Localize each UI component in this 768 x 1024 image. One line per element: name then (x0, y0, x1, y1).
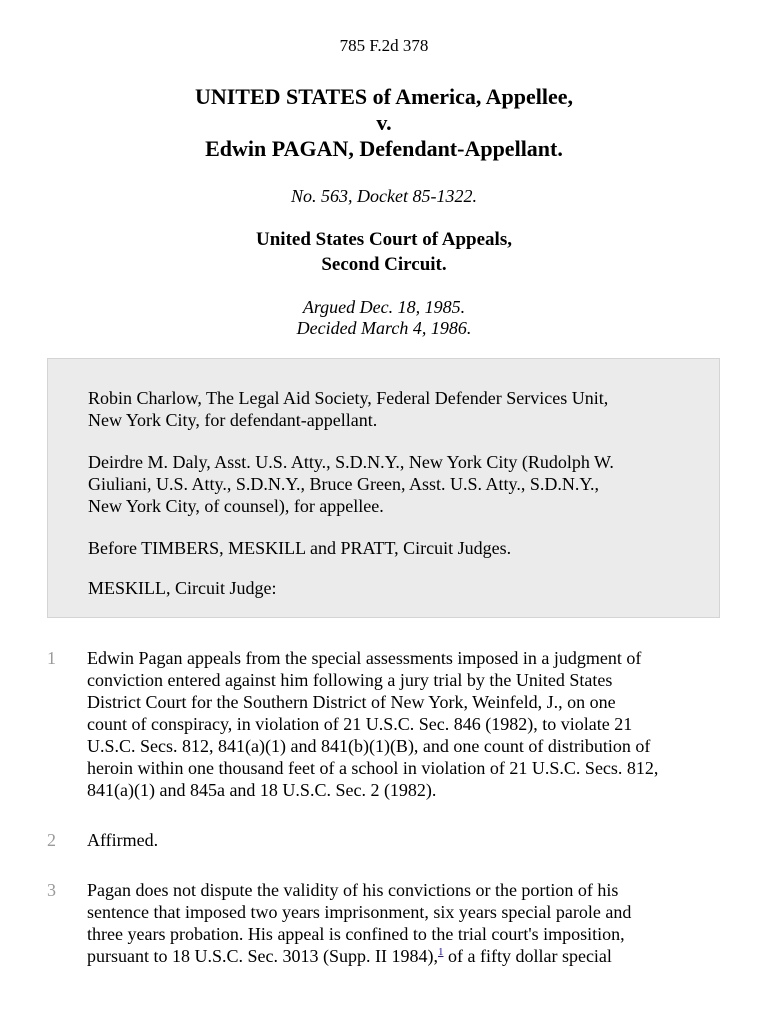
caption-appellant: Edwin PAGAN, Defendant-Appellant. (205, 136, 563, 161)
paragraph-line: U.S.C. Secs. 812, 841(a)(1) and 841(b)(1)(B), and one count of distribution of (87, 736, 651, 756)
paragraph-line: Edwin Pagan appeals from the special assessments imposed in a judgment of (87, 648, 642, 668)
caption-versus: v. (376, 110, 392, 135)
case-citation: 785 F.2d 378 (339, 36, 429, 55)
paragraph-line: District Court for the Southern District of New York, Weinfeld, J., on one (87, 692, 616, 712)
paragraph-line: conviction entered against him following a jury trial by the United States (87, 670, 613, 690)
paragraph-line: three years probation. His appeal is confined to the trial court's imposition, (87, 924, 625, 944)
docket-number: No. 563, Docket 85-1322. (291, 186, 477, 206)
paragraph-number: 1 (47, 648, 56, 668)
counsel-box (47, 358, 720, 618)
paragraph-number: 2 (47, 830, 56, 850)
paragraph-line: 841(a)(1) and 845a and 18 U.S.C. Sec. 2 (1982). (87, 780, 437, 800)
opinion-author: MESKILL, Circuit Judge: (88, 578, 277, 598)
paragraph-line: Affirmed. (87, 830, 159, 850)
panel-judges: Before TIMBERS, MESKILL and PRATT, Circuit Judges. (88, 538, 512, 558)
paragraph-line: Pagan does not dispute the validity of his convictions or the portion of his (87, 880, 619, 900)
footnote-link[interactable]: 1 (437, 946, 444, 958)
paragraph-number: 3 (47, 880, 56, 900)
prosecution-counsel-line: Deirdre M. Daly, Asst. U.S. Atty., S.D.N.Y., New York City (Rudolph W. (88, 452, 614, 472)
paragraph-line: heroin within one thousand feet of a school in violation of 21 U.S.C. Secs. 812, (87, 758, 659, 778)
defense-counsel-line: Robin Charlow, The Legal Aid Society, Federal Defender Services Unit, (88, 388, 609, 408)
defense-counsel-line: New York City, for defendant-appellant. (88, 410, 378, 430)
prosecution-counsel-line: New York City, of counsel), for appellee. (88, 496, 384, 516)
paragraph-text: pursuant to 18 U.S.C. Sec. 3013 (Supp. II 1984), (87, 946, 438, 966)
paragraph-text: of a fifty dollar special (443, 946, 612, 966)
prosecution-counsel-line: Giuliani, U.S. Atty., S.D.N.Y., Bruce Green, Asst. U.S. Atty., S.D.N.Y., (88, 474, 600, 494)
caption-appellee: UNITED STATES of America, Appellee, (194, 84, 574, 109)
decided-date: Decided March 4, 1986. (296, 318, 472, 338)
court-circuit: Second Circuit. (321, 254, 447, 275)
argued-date: Argued Dec. 18, 1985. (302, 297, 466, 317)
paragraph-line: sentence that imposed two years imprisonment, six years special parole and (87, 902, 632, 922)
paragraph-last-line (87, 946, 612, 967)
paragraph-line: count of conspiracy, in violation of 21 U.S.C. Sec. 846 (1982), to violate 21 (87, 714, 633, 734)
court-name: United States Court of Appeals, (256, 229, 512, 250)
